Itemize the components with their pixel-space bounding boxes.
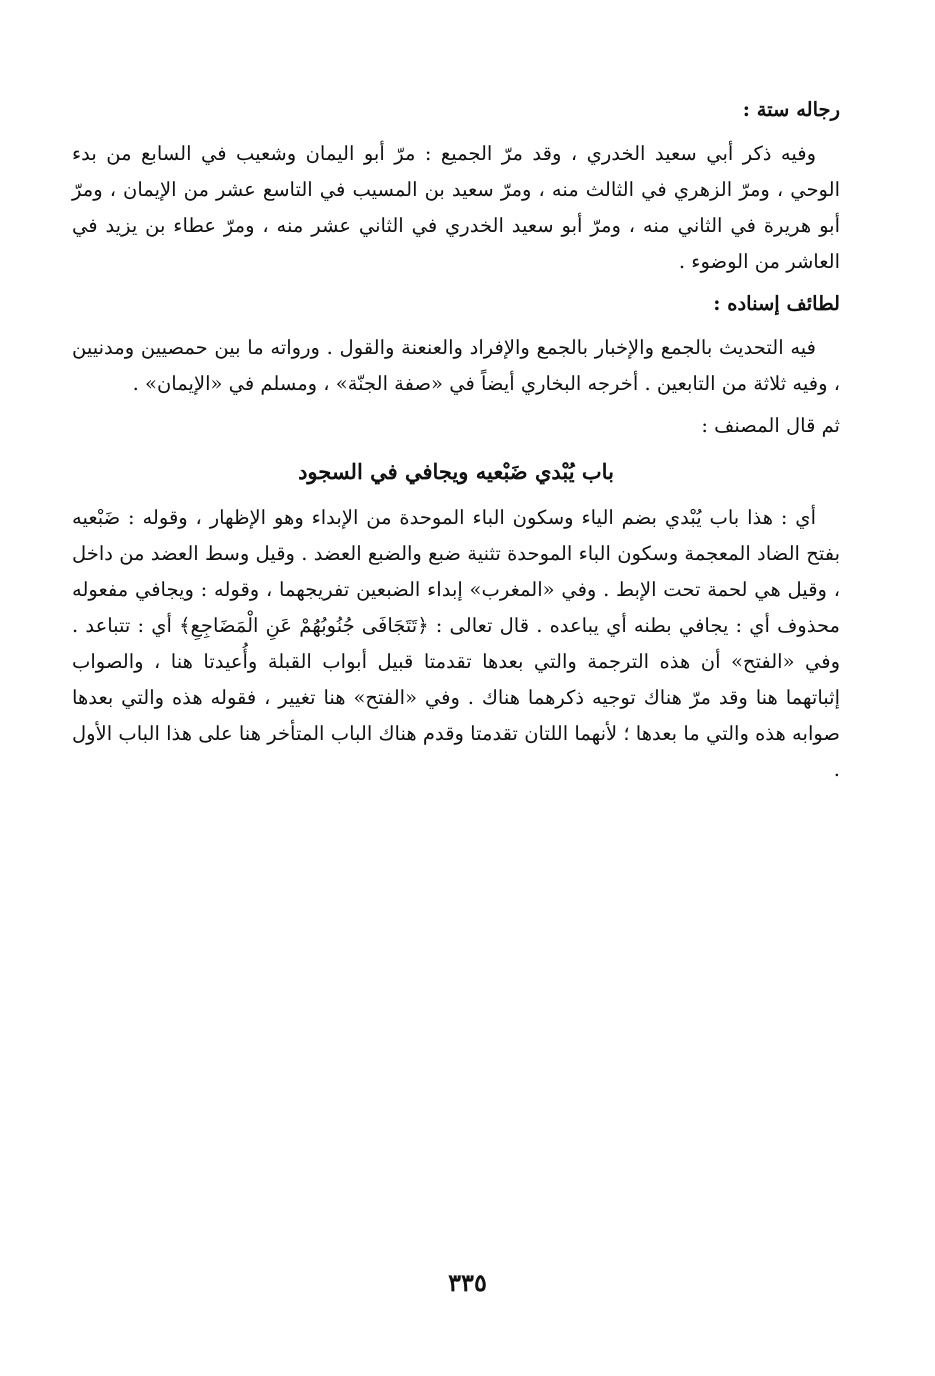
chapter-title: باب يُبْدي ضَبْعيه ويجافي في السجود xyxy=(298,459,614,484)
author-transition: ثم قال المصنف : xyxy=(701,414,840,437)
page-number: ٣٣٥ xyxy=(448,1268,487,1297)
isnad-paragraph: فيه التحديث بالجمع والإخبار بالجمع والإفراد والعنعنة والقول . ورواته ما بين حمصيين ومدنيين ، وفيه ثلاثة من التابعين . أخرجه البخاري أيضاً في «صفة الجنّة» ، ومسلم في «الإيمان» . xyxy=(72,336,840,395)
section-heading-isnad: لطائف إسناده : xyxy=(713,292,840,315)
chapter-paragraph: أي : هذا باب يُبْدي بضم الياء وسكون الباء الموحدة من الإبداء وهو الإظهار ، وقوله : ضَبْعيه بفتح الضاد المعجمة وسكون الباء الموحدة تثنية ضبع والضبع العضد . وقيل وسط العضد من داخل ، وقيل هي لحمة تحت الإبط . وفي «المغرب» إبداء الضبعين تفريجهما ، وقوله : ويجافي مفعوله محذوف أي : يجافي بطنه أي يباعده . قال تعالى : ﴿تَتَجَافَى جُنُوبُهُمْ عَنِ الْمَضَاجِعِ﴾ أي : تتباعد . وفي «الفتح» أن هذه الترجمة والتي بعدها تقدمتا قبيل أبواب القبلة وأُعيدتا هنا ، والصواب إثباتهما هنا وقد مرّ هناك توجيه ذكرهما هناك . وفي «الفتح» هنا تغيير ، فقوله هذه والتي بعدها صوابه هذه والتي ما بعدها ؛ لأنهما اللتان تقدمتا وقدم هناك الباب المتأخر هنا على هذا الباب الأول . xyxy=(72,506,840,781)
narrators-paragraph: وفيه ذكر أبي سعيد الخدري ، وقد مرّ الجميع : مرّ أبو اليمان وشعيب في السابع من بدء الوحي ، ومرّ الزهري في الثالث منه ، ومرّ سعيد بن المسيب في التاسع عشر من الإيمان ، ومرّ أبو هريرة في الثاني منه ، ومرّ أبو سعيد الخدري في الثاني عشر منه ، ومرّ عطاء بن يزيد في العاشر من الوضوء . xyxy=(72,142,840,273)
page-content xyxy=(72,92,840,794)
section-heading-narrators: رجاله ستة : xyxy=(742,98,840,121)
